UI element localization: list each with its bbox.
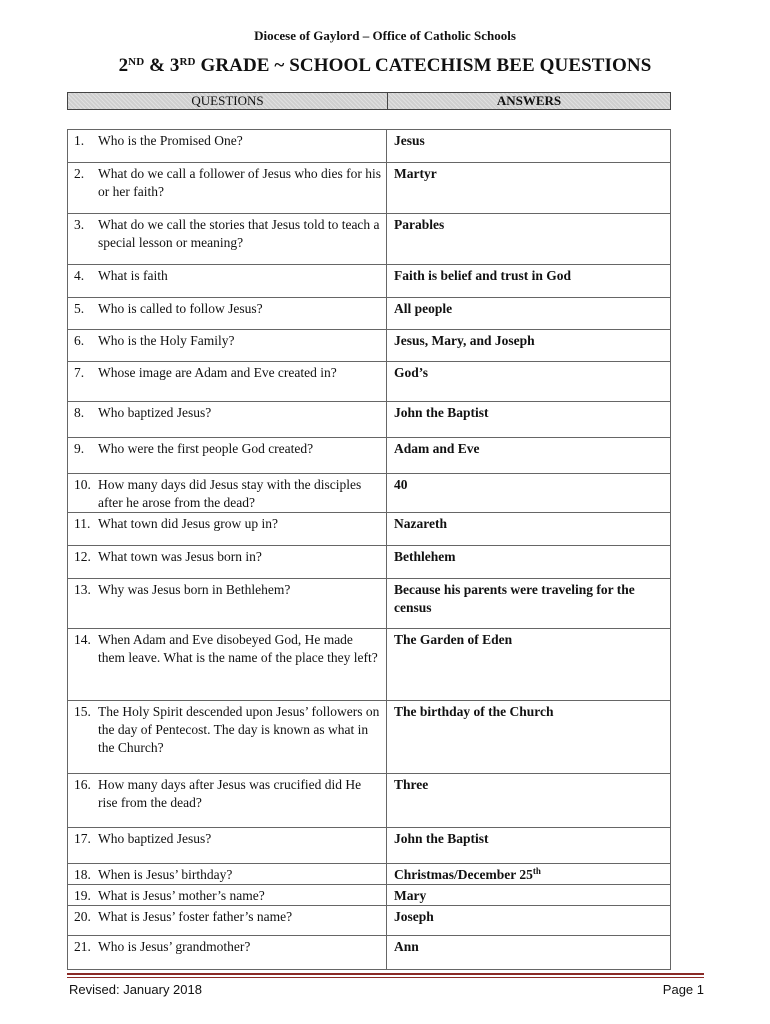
column-header-questions: QUESTIONS	[68, 93, 388, 109]
answer-text: Martyr	[394, 166, 437, 181]
question-cell	[68, 438, 387, 474]
column-header-answers: ANSWERS	[496, 93, 562, 108]
table-row	[68, 936, 671, 970]
question-cell	[68, 265, 387, 298]
answer-cell	[387, 298, 671, 330]
question-cell	[68, 546, 387, 579]
table-row	[68, 701, 671, 774]
table-row	[68, 885, 671, 906]
answer-cell	[387, 546, 671, 579]
question-number: 17.	[74, 831, 91, 846]
question-number: 8.	[74, 405, 85, 420]
revised-date: Revised: January 2018	[69, 982, 202, 997]
question-cell	[68, 774, 387, 828]
question-number: 9.	[74, 441, 85, 456]
question-line	[74, 332, 382, 350]
title-grade-2-suffix: ND	[128, 56, 145, 68]
table-row	[68, 214, 671, 265]
table-row	[68, 864, 671, 885]
question-cell	[68, 701, 387, 774]
question-number: 15.	[74, 704, 91, 719]
question-number: 11.	[74, 516, 91, 531]
question-cell	[68, 402, 387, 438]
question-text: Who is the Promised One?	[98, 133, 243, 148]
answer-text: John the Baptist	[394, 831, 489, 846]
answer-cell	[387, 701, 671, 774]
answer-cell	[387, 265, 671, 298]
question-cell	[68, 130, 387, 163]
title-ampersand: &	[144, 55, 170, 76]
table-row	[68, 828, 671, 864]
question-text: What do we call a follower of Jesus who dies for his or her faith?	[98, 166, 382, 199]
table-row	[68, 906, 671, 936]
diocese-heading: Diocese of Gaylord – Office of Catholic Schools	[254, 28, 516, 43]
answer-cell	[387, 579, 671, 629]
answer-text: The Garden of Eden	[394, 632, 513, 647]
answer-cell	[387, 906, 671, 936]
question-line	[74, 267, 382, 285]
question-text: Who were the first people God created?	[98, 441, 314, 456]
question-cell	[68, 163, 387, 214]
question-cell	[68, 864, 387, 885]
question-text: The Holy Spirit descended upon Jesus’ followers on the day of Pentecost. The day is known as what in the Church?	[98, 704, 380, 755]
table-row	[68, 362, 671, 402]
answer-cell	[387, 330, 671, 362]
table-row	[68, 163, 671, 214]
answer-text: Adam and Eve	[394, 441, 480, 456]
footer-rule-thick	[67, 973, 704, 975]
answer-cell	[387, 885, 671, 906]
question-number: 10.	[74, 477, 91, 492]
question-number: 7.	[74, 365, 85, 380]
answer-text: Three	[394, 777, 429, 792]
question-text: What town did Jesus grow up in?	[98, 516, 278, 531]
question-number: 16.	[74, 777, 91, 792]
question-text: When Adam and Eve disobeyed God, He made them leave. What is the name of the place they left?	[98, 632, 378, 665]
question-line	[74, 776, 382, 812]
question-line	[74, 300, 382, 318]
question-text: How many days after Jesus was crucified did He rise from the dead?	[98, 777, 362, 810]
answer-text: Joseph	[394, 909, 434, 924]
question-cell	[68, 330, 387, 362]
question-text: What is faith	[98, 268, 168, 283]
question-text: When is Jesus’ birthday?	[98, 867, 233, 882]
question-line	[74, 548, 382, 566]
question-cell	[68, 828, 387, 864]
question-text: Whose image are Adam and Eve created in?	[98, 365, 337, 380]
question-number: 1.	[74, 133, 85, 148]
title-grade-3-suffix: RD	[179, 56, 196, 68]
question-number: 4.	[74, 268, 85, 283]
question-number: 3.	[74, 217, 85, 232]
question-text: Who baptized Jesus?	[98, 405, 212, 420]
answer-text: God’s	[394, 365, 429, 380]
question-text: Who baptized Jesus?	[98, 831, 212, 846]
question-line	[74, 866, 382, 884]
question-line	[74, 938, 382, 956]
question-number: 5.	[74, 301, 85, 316]
questions-table	[67, 129, 671, 970]
question-number: 12.	[74, 549, 91, 564]
question-number: 14.	[74, 632, 91, 647]
title-rest: GRADE ~ SCHOOL CATECHISM BEE QUESTIONS	[195, 55, 652, 76]
answer-cell	[387, 130, 671, 163]
question-text: What is Jesus’ mother’s name?	[98, 888, 265, 903]
table-row	[68, 629, 671, 701]
page-number: Page 1	[662, 982, 704, 997]
question-number: 20.	[74, 909, 91, 924]
page-title	[0, 55, 770, 77]
question-cell	[68, 474, 387, 513]
question-cell	[68, 298, 387, 330]
answer-cell	[387, 214, 671, 265]
question-line	[74, 476, 382, 512]
question-text: Who is Jesus’ grandmother?	[98, 939, 251, 954]
question-cell	[68, 906, 387, 936]
table-row	[68, 546, 671, 579]
question-line	[74, 404, 382, 422]
question-text: What do we call the stories that Jesus told to teach a special lesson or meaning?	[98, 217, 380, 250]
answer-cell	[387, 864, 671, 885]
answer-text: Jesus, Mary, and Joseph	[394, 333, 535, 348]
question-line	[74, 165, 382, 201]
table-row	[68, 513, 671, 546]
answer-cell	[387, 438, 671, 474]
answer-cell	[387, 629, 671, 701]
answer-cell	[387, 402, 671, 438]
question-line	[74, 830, 382, 848]
question-number: 2.	[74, 166, 85, 181]
question-number: 21.	[74, 939, 91, 954]
table-row	[68, 330, 671, 362]
answer-text: Because his parents were traveling for the census	[394, 582, 635, 615]
question-cell	[68, 936, 387, 970]
question-cell	[68, 214, 387, 265]
answer-text: All people	[394, 301, 453, 316]
table-row	[68, 130, 671, 163]
question-number: 18.	[74, 867, 91, 882]
question-number: 6.	[74, 333, 85, 348]
question-text: Who is the Holy Family?	[98, 333, 235, 348]
answer-cell	[387, 513, 671, 546]
table-row	[68, 438, 671, 474]
answer-superscript: th	[532, 866, 541, 876]
answer-cell	[387, 774, 671, 828]
question-line	[74, 216, 382, 252]
answer-text: Bethlehem	[394, 549, 456, 564]
title-grade-3: 3	[169, 55, 180, 76]
answer-cell	[387, 828, 671, 864]
question-number: 19.	[74, 888, 91, 903]
question-line	[74, 364, 382, 382]
question-cell	[68, 579, 387, 629]
question-text: Why was Jesus born in Bethlehem?	[98, 582, 291, 597]
table-row	[68, 474, 671, 513]
question-text: Who is called to follow Jesus?	[98, 301, 263, 316]
question-text: How many days did Jesus stay with the disciples after he arose from the dead?	[98, 477, 362, 510]
question-line	[74, 887, 382, 905]
answer-text: Christmas/December 25	[394, 867, 533, 882]
question-line	[74, 908, 382, 926]
table-row	[68, 402, 671, 438]
table-row	[68, 298, 671, 330]
answer-cell	[387, 936, 671, 970]
question-cell	[68, 885, 387, 906]
table-row	[68, 265, 671, 298]
answer-text: 40	[394, 477, 408, 492]
answer-text: John the Baptist	[394, 405, 489, 420]
question-cell	[68, 362, 387, 402]
answer-text: Mary	[394, 888, 427, 903]
question-number: 13.	[74, 582, 91, 597]
question-cell	[68, 629, 387, 701]
question-cell	[68, 513, 387, 546]
footer-rule-thin	[67, 977, 704, 978]
question-text: What is Jesus’ foster father’s name?	[98, 909, 293, 924]
answer-cell	[387, 362, 671, 402]
table-row	[68, 579, 671, 629]
answer-text: Faith is belief and trust in God	[394, 268, 572, 283]
answer-text: The birthday of the Church	[394, 704, 554, 719]
question-line	[74, 132, 382, 150]
question-line	[74, 515, 382, 533]
table-row	[68, 774, 671, 828]
question-line	[74, 581, 382, 599]
answer-cell	[387, 163, 671, 214]
question-line	[74, 440, 382, 458]
question-line	[74, 703, 382, 757]
answer-text: Ann	[394, 939, 419, 954]
question-text: What town was Jesus born in?	[98, 549, 262, 564]
title-grade-2: 2	[118, 55, 129, 76]
column-header-bar	[67, 92, 671, 110]
answer-text: Nazareth	[394, 516, 447, 531]
answer-text: Parables	[394, 217, 445, 232]
answer-text: Jesus	[394, 133, 425, 148]
question-line	[74, 631, 382, 667]
answer-cell	[387, 474, 671, 513]
